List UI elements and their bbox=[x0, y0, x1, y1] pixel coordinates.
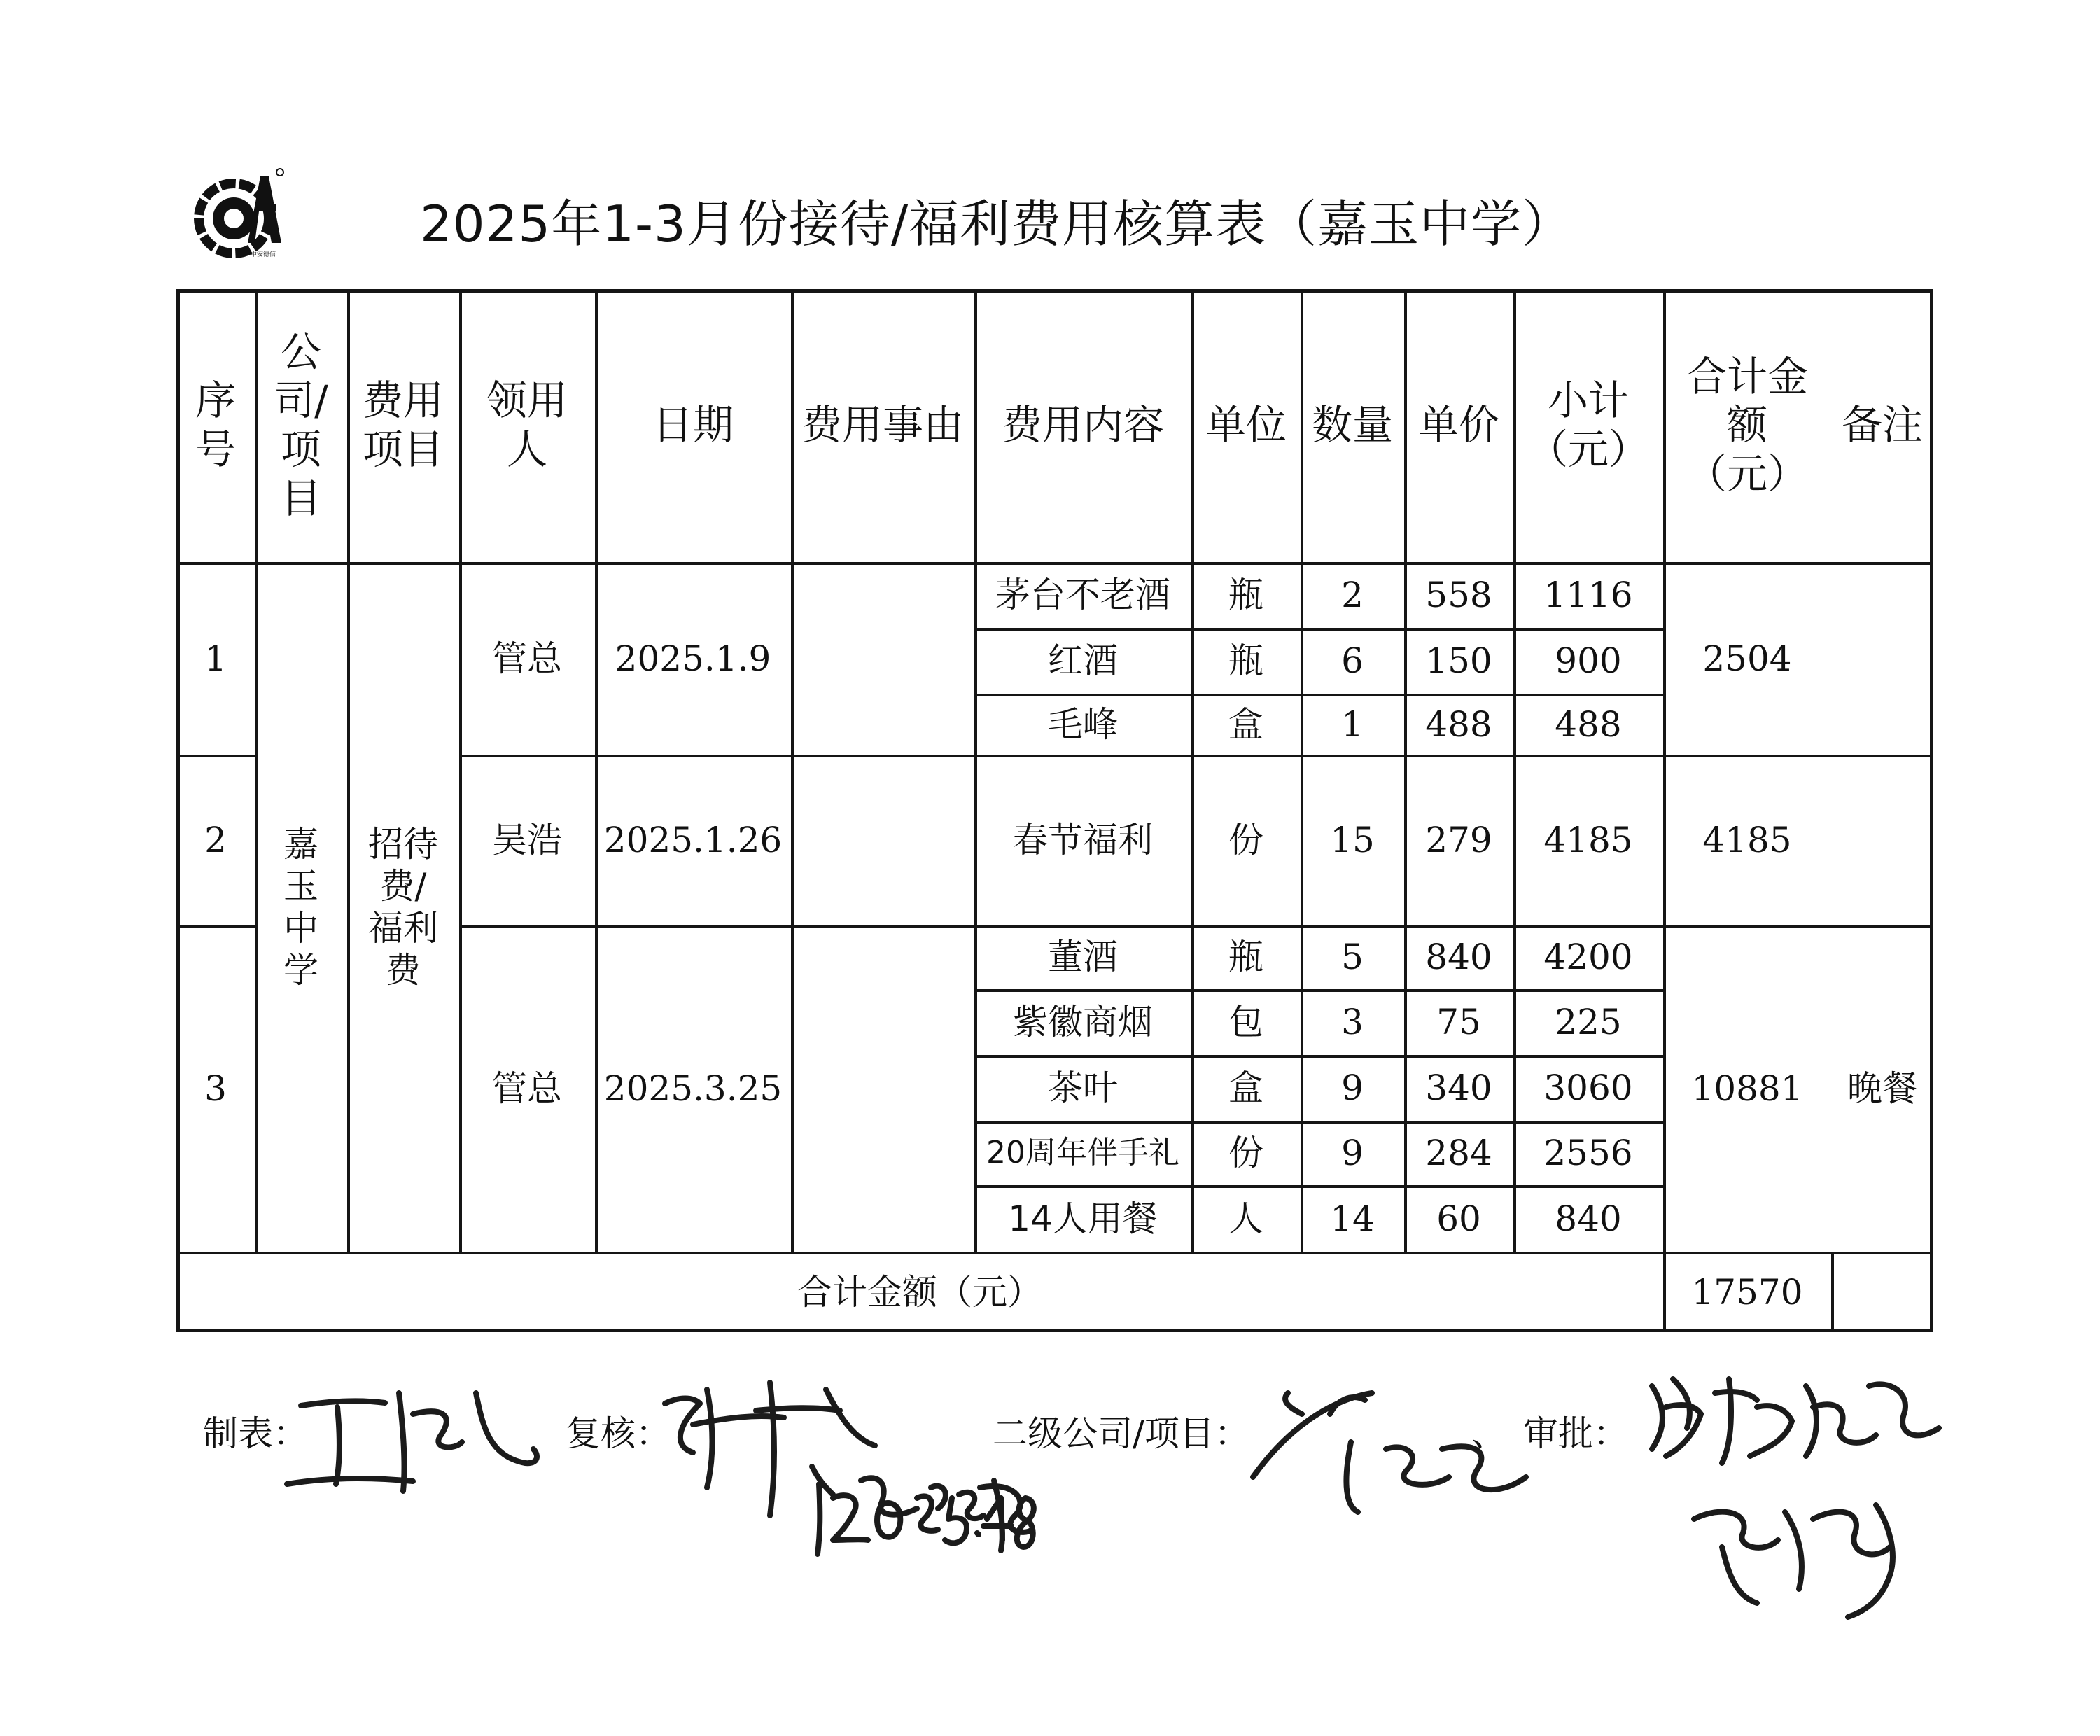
second-level-company-label: 二级公司/项目： bbox=[993, 1413, 1250, 1454]
recipient-cell: 吴浩 bbox=[492, 819, 562, 860]
approved-by-label: 审批： bbox=[1523, 1413, 1628, 1454]
item-content-cell: 紫徽商烟 bbox=[1013, 1002, 1153, 1042]
item-subtotal-cell: 3060 bbox=[1544, 1068, 1633, 1108]
remark-cell bbox=[1831, 755, 1933, 925]
header-content: 费用内容 bbox=[1001, 401, 1164, 449]
item-subtotal-cell: 2556 bbox=[1544, 1133, 1633, 1173]
header-company: 公 司/ 项 目 bbox=[274, 328, 328, 522]
svg-text:中安德信: 中安德信 bbox=[250, 251, 276, 258]
header-expense-item: 费用 项目 bbox=[362, 377, 444, 473]
reason-cell bbox=[791, 755, 974, 925]
item-quantity-cell: 9 bbox=[1341, 1133, 1364, 1173]
item-quantity-cell: 3 bbox=[1341, 1002, 1364, 1042]
item-quantity-cell: 1 bbox=[1341, 704, 1364, 745]
date-cell: 2025.3.25 bbox=[603, 1068, 783, 1109]
item-unit-cell: 人 bbox=[1228, 1198, 1264, 1239]
item-unit-price-cell: 840 bbox=[1425, 937, 1492, 977]
item-subtotal-cell: 840 bbox=[1555, 1198, 1622, 1239]
reason-cell bbox=[791, 562, 974, 755]
item-content-cell: 茶叶 bbox=[1048, 1068, 1118, 1108]
header-seq: 序 号 bbox=[195, 377, 236, 473]
item-quantity-cell: 5 bbox=[1341, 937, 1364, 977]
item-unit-cell: 盒 bbox=[1228, 1068, 1264, 1108]
column-line-remark bbox=[1831, 1252, 1834, 1332]
separator-mark: 、 bbox=[1471, 1413, 1506, 1454]
company-logo-icon bbox=[193, 162, 291, 260]
item-subtotal-cell: 1116 bbox=[1544, 575, 1633, 615]
seq-cell: 3 bbox=[204, 1068, 227, 1109]
header-reason: 费用事由 bbox=[801, 401, 964, 449]
prepared-by-label: 制表： bbox=[203, 1413, 308, 1454]
header-unit: 单位 bbox=[1205, 401, 1287, 449]
document-title: 2025年1-3月份接待/福利费用核算表（嘉玉中学） bbox=[420, 195, 1574, 253]
expense-item-cell: 招待 费/ 福利 费 bbox=[368, 823, 438, 990]
item-quantity-cell: 9 bbox=[1341, 1068, 1364, 1108]
second-level-signature bbox=[1246, 1372, 1540, 1540]
item-subtotal-cell: 4185 bbox=[1544, 819, 1633, 860]
group-total-cell: 2504 bbox=[1702, 638, 1792, 679]
grand-total-label: 合计金额（元） bbox=[797, 1271, 1042, 1312]
item-unit-cell: 盒 bbox=[1228, 704, 1264, 745]
remark-cell bbox=[1831, 562, 1933, 755]
header-remark: 备注 bbox=[1841, 401, 1923, 449]
remark-cell: 晚餐 bbox=[1847, 1068, 1917, 1109]
date-cell: 2025.1.9 bbox=[615, 638, 771, 679]
item-content-cell: 红酒 bbox=[1048, 640, 1118, 681]
item-quantity-cell: 15 bbox=[1330, 819, 1375, 860]
item-content-cell: 毛峰 bbox=[1048, 704, 1118, 745]
item-subtotal-cell: 225 bbox=[1555, 1002, 1622, 1042]
item-unit-cell: 份 bbox=[1228, 819, 1264, 860]
item-quantity-cell: 2 bbox=[1341, 575, 1364, 615]
item-unit-price-cell: 75 bbox=[1436, 1002, 1481, 1042]
item-unit-price-cell: 558 bbox=[1425, 575, 1492, 615]
header-date: 日期 bbox=[652, 401, 734, 449]
item-unit-cell: 份 bbox=[1228, 1133, 1264, 1173]
prepared-by-signature bbox=[273, 1372, 553, 1512]
item-content-cell: 20周年伴手礼 bbox=[986, 1134, 1180, 1170]
item-unit-price-cell: 279 bbox=[1425, 819, 1492, 860]
seq-cell: 2 bbox=[204, 819, 227, 860]
item-content-cell: 茅台不老酒 bbox=[995, 575, 1170, 615]
item-subtotal-cell: 488 bbox=[1555, 704, 1622, 745]
header-unit-price: 单价 bbox=[1418, 401, 1499, 449]
company-cell: 嘉 玉 中 学 bbox=[284, 823, 318, 990]
item-unit-price-cell: 150 bbox=[1425, 640, 1492, 681]
seq-cell: 1 bbox=[204, 638, 227, 679]
reason-cell bbox=[791, 925, 974, 1252]
item-quantity-cell: 6 bbox=[1341, 640, 1364, 681]
header-subtotal: 小计 （元） bbox=[1527, 377, 1649, 473]
grand-total-value: 17570 bbox=[1691, 1271, 1803, 1312]
item-quantity-cell: 14 bbox=[1330, 1198, 1375, 1239]
header-recipient: 领用 人 bbox=[486, 377, 568, 473]
group-total-cell: 4185 bbox=[1702, 819, 1792, 860]
group-total-cell: 10881 bbox=[1691, 1068, 1803, 1109]
recipient-cell: 管总 bbox=[492, 1068, 562, 1109]
item-content-cell: 董酒 bbox=[1048, 937, 1118, 977]
item-unit-price-cell: 488 bbox=[1425, 704, 1492, 745]
item-unit-price-cell: 340 bbox=[1425, 1068, 1492, 1108]
item-unit-cell: 瓶 bbox=[1228, 575, 1264, 615]
item-subtotal-cell: 4200 bbox=[1544, 937, 1633, 977]
item-unit-price-cell: 284 bbox=[1425, 1133, 1492, 1173]
review-date-handwriting bbox=[812, 1470, 1036, 1561]
date-cell: 2025.1.26 bbox=[603, 819, 783, 860]
header-total: 合计金 额 （元） bbox=[1686, 352, 1808, 498]
item-unit-price-cell: 60 bbox=[1436, 1198, 1481, 1239]
reviewed-by-label: 复核： bbox=[566, 1413, 671, 1454]
item-unit-cell: 瓶 bbox=[1228, 937, 1264, 977]
recipient-cell: 管总 bbox=[492, 638, 562, 679]
item-content-cell: 14人用餐 bbox=[1008, 1198, 1158, 1239]
item-subtotal-cell: 900 bbox=[1555, 640, 1622, 681]
header-quantity: 数量 bbox=[1311, 401, 1393, 449]
item-unit-cell: 包 bbox=[1228, 1002, 1264, 1042]
expense-table bbox=[176, 289, 1933, 1332]
item-content-cell: 春节福利 bbox=[1013, 819, 1153, 860]
approval-note-signature bbox=[1638, 1365, 1946, 1624]
item-unit-cell: 瓶 bbox=[1228, 640, 1264, 681]
